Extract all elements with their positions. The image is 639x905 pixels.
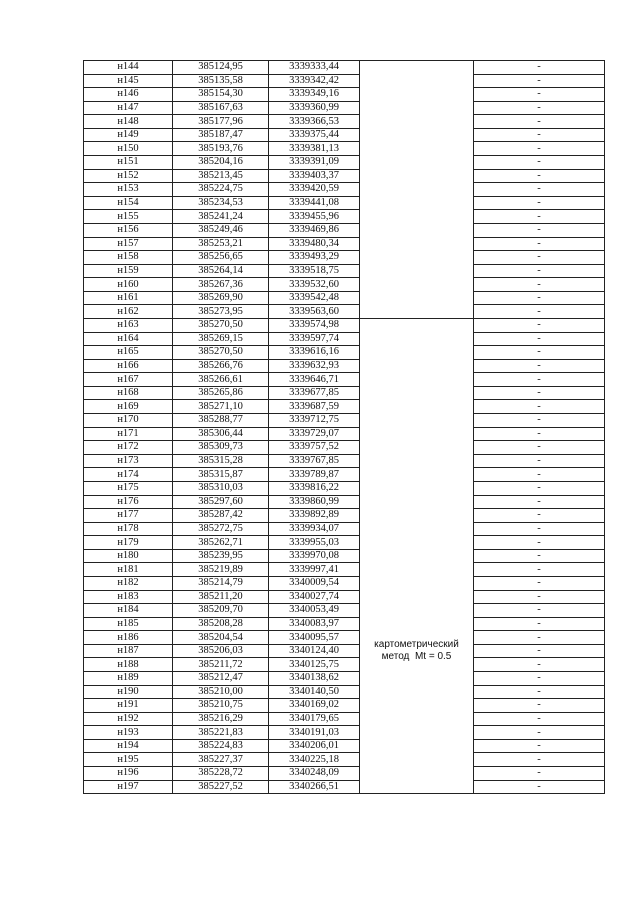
y-coordinate-cell: 3339403,37 bbox=[269, 169, 360, 183]
table-row bbox=[84, 251, 605, 265]
x-coordinate-cell: 385227,37 bbox=[173, 753, 269, 767]
method-label-line1: картометрический bbox=[374, 639, 459, 651]
y-coordinate-cell: 3340179,65 bbox=[269, 712, 360, 726]
value-cell: - bbox=[474, 427, 605, 441]
table-row bbox=[84, 400, 605, 414]
value-cell: - bbox=[474, 128, 605, 142]
coordinates-table bbox=[83, 60, 605, 794]
x-coordinate-cell: 385214,79 bbox=[173, 576, 269, 590]
x-coordinate-cell: 385187,47 bbox=[173, 128, 269, 142]
table-row bbox=[84, 576, 605, 590]
point-id-cell: н150 bbox=[84, 142, 173, 156]
x-coordinate-cell: 385210,75 bbox=[173, 699, 269, 713]
x-coordinate-cell: 385267,36 bbox=[173, 278, 269, 292]
value-cell: - bbox=[474, 305, 605, 319]
value-cell: - bbox=[474, 441, 605, 455]
point-id-cell: н176 bbox=[84, 495, 173, 509]
table-row bbox=[84, 210, 605, 224]
point-id-cell: н197 bbox=[84, 780, 173, 794]
table-row bbox=[84, 101, 605, 115]
point-id-cell: н171 bbox=[84, 427, 173, 441]
x-coordinate-cell: 385224,75 bbox=[173, 183, 269, 197]
y-coordinate-cell: 3339375,44 bbox=[269, 128, 360, 142]
x-coordinate-cell: 385272,75 bbox=[173, 522, 269, 536]
value-cell: - bbox=[474, 590, 605, 604]
point-id-cell: н170 bbox=[84, 414, 173, 428]
y-coordinate-cell: 3339360,99 bbox=[269, 101, 360, 115]
y-coordinate-cell: 3340206,01 bbox=[269, 739, 360, 753]
value-cell: - bbox=[474, 658, 605, 672]
point-id-cell: н172 bbox=[84, 441, 173, 455]
y-coordinate-cell: 3340138,62 bbox=[269, 672, 360, 686]
y-coordinate-cell: 3339616,16 bbox=[269, 346, 360, 360]
value-cell: - bbox=[474, 753, 605, 767]
y-coordinate-cell: 3339455,96 bbox=[269, 210, 360, 224]
value-cell: - bbox=[474, 264, 605, 278]
table-row bbox=[84, 441, 605, 455]
x-coordinate-cell: 385224,83 bbox=[173, 739, 269, 753]
y-coordinate-cell: 3339480,34 bbox=[269, 237, 360, 251]
x-coordinate-cell: 385297,60 bbox=[173, 495, 269, 509]
x-coordinate-cell: 385310,03 bbox=[173, 481, 269, 495]
table-row bbox=[84, 318, 605, 332]
table-row bbox=[84, 454, 605, 468]
x-coordinate-cell: 385256,65 bbox=[173, 251, 269, 265]
x-coordinate-cell: 385264,14 bbox=[173, 264, 269, 278]
value-cell: - bbox=[474, 346, 605, 360]
table-row bbox=[84, 617, 605, 631]
y-coordinate-cell: 3339646,71 bbox=[269, 373, 360, 387]
value-cell: - bbox=[474, 454, 605, 468]
point-id-cell: н161 bbox=[84, 291, 173, 305]
y-coordinate-cell: 3339597,74 bbox=[269, 332, 360, 346]
point-id-cell: н174 bbox=[84, 468, 173, 482]
point-id-cell: н187 bbox=[84, 644, 173, 658]
point-id-cell: н154 bbox=[84, 196, 173, 210]
table-row bbox=[84, 88, 605, 102]
point-id-cell: н169 bbox=[84, 400, 173, 414]
value-cell: - bbox=[474, 509, 605, 523]
table-row bbox=[84, 549, 605, 563]
value-cell: - bbox=[474, 101, 605, 115]
value-cell: - bbox=[474, 400, 605, 414]
point-id-cell: н175 bbox=[84, 481, 173, 495]
point-id-cell: н181 bbox=[84, 563, 173, 577]
table-row bbox=[84, 74, 605, 88]
table-row bbox=[84, 712, 605, 726]
x-coordinate-cell: 385288,77 bbox=[173, 414, 269, 428]
value-cell: - bbox=[474, 726, 605, 740]
point-id-cell: н195 bbox=[84, 753, 173, 767]
value-cell: - bbox=[474, 685, 605, 699]
table-row bbox=[84, 223, 605, 237]
y-coordinate-cell: 3340027,74 bbox=[269, 590, 360, 604]
x-coordinate-cell: 385249,46 bbox=[173, 223, 269, 237]
table-row bbox=[84, 495, 605, 509]
x-coordinate-cell: 385269,15 bbox=[173, 332, 269, 346]
point-id-cell: н178 bbox=[84, 522, 173, 536]
value-cell: - bbox=[474, 115, 605, 129]
point-id-cell: н183 bbox=[84, 590, 173, 604]
value-cell: - bbox=[474, 739, 605, 753]
point-id-cell: н153 bbox=[84, 183, 173, 197]
x-coordinate-cell: 385241,24 bbox=[173, 210, 269, 224]
y-coordinate-cell: 3339366,53 bbox=[269, 115, 360, 129]
point-id-cell: н167 bbox=[84, 373, 173, 387]
table-row bbox=[84, 142, 605, 156]
table-row bbox=[84, 278, 605, 292]
point-id-cell: н158 bbox=[84, 251, 173, 265]
value-cell: - bbox=[474, 278, 605, 292]
x-coordinate-cell: 385273,95 bbox=[173, 305, 269, 319]
value-cell: - bbox=[474, 61, 605, 75]
x-coordinate-cell: 385269,90 bbox=[173, 291, 269, 305]
value-cell: - bbox=[474, 672, 605, 686]
x-coordinate-cell: 385270,50 bbox=[173, 318, 269, 332]
value-cell: - bbox=[474, 196, 605, 210]
table-row bbox=[84, 631, 605, 645]
value-cell: - bbox=[474, 210, 605, 224]
point-id-cell: н152 bbox=[84, 169, 173, 183]
y-coordinate-cell: 3339333,44 bbox=[269, 61, 360, 75]
x-coordinate-cell: 385234,53 bbox=[173, 196, 269, 210]
table-row bbox=[84, 672, 605, 686]
point-id-cell: н147 bbox=[84, 101, 173, 115]
point-id-cell: н168 bbox=[84, 386, 173, 400]
x-coordinate-cell: 385315,87 bbox=[173, 468, 269, 482]
value-cell: - bbox=[474, 536, 605, 550]
point-id-cell: н151 bbox=[84, 156, 173, 170]
table-row bbox=[84, 414, 605, 428]
method-label-line2: метод Mt = 0.5 bbox=[381, 651, 452, 663]
x-coordinate-cell: 385209,70 bbox=[173, 604, 269, 618]
table-row bbox=[84, 522, 605, 536]
x-coordinate-cell: 385287,42 bbox=[173, 509, 269, 523]
point-id-cell: н185 bbox=[84, 617, 173, 631]
table-row bbox=[84, 373, 605, 387]
x-coordinate-cell: 385204,54 bbox=[173, 631, 269, 645]
x-coordinate-cell: 385211,20 bbox=[173, 590, 269, 604]
point-id-cell: н180 bbox=[84, 549, 173, 563]
y-coordinate-cell: 3339342,42 bbox=[269, 74, 360, 88]
point-id-cell: н196 bbox=[84, 767, 173, 781]
value-cell: - bbox=[474, 223, 605, 237]
table-row bbox=[84, 427, 605, 441]
x-coordinate-cell: 385270,50 bbox=[173, 346, 269, 360]
point-id-cell: н149 bbox=[84, 128, 173, 142]
value-cell: - bbox=[474, 142, 605, 156]
point-id-cell: н194 bbox=[84, 739, 173, 753]
y-coordinate-cell: 3340095,57 bbox=[269, 631, 360, 645]
table-row bbox=[84, 291, 605, 305]
y-coordinate-cell: 3340169,02 bbox=[269, 699, 360, 713]
point-id-cell: н190 bbox=[84, 685, 173, 699]
value-cell: - bbox=[474, 522, 605, 536]
method-cell bbox=[360, 318, 474, 793]
point-id-cell: н173 bbox=[84, 454, 173, 468]
y-coordinate-cell: 3340248,09 bbox=[269, 767, 360, 781]
value-cell: - bbox=[474, 88, 605, 102]
y-coordinate-cell: 3339441,08 bbox=[269, 196, 360, 210]
point-id-cell: н144 bbox=[84, 61, 173, 75]
point-id-cell: н182 bbox=[84, 576, 173, 590]
x-coordinate-cell: 385306,44 bbox=[173, 427, 269, 441]
x-coordinate-cell: 385266,76 bbox=[173, 359, 269, 373]
table-row bbox=[84, 386, 605, 400]
y-coordinate-cell: 3339955,03 bbox=[269, 536, 360, 550]
x-coordinate-cell: 385227,52 bbox=[173, 780, 269, 794]
point-id-cell: н164 bbox=[84, 332, 173, 346]
x-coordinate-cell: 385228,72 bbox=[173, 767, 269, 781]
point-id-cell: н192 bbox=[84, 712, 173, 726]
table-row bbox=[84, 128, 605, 142]
x-coordinate-cell: 385177,96 bbox=[173, 115, 269, 129]
y-coordinate-cell: 3340266,51 bbox=[269, 780, 360, 794]
y-coordinate-cell: 3339349,16 bbox=[269, 88, 360, 102]
coordinates-table-body bbox=[84, 61, 605, 794]
table-row bbox=[84, 739, 605, 753]
y-coordinate-cell: 3339860,99 bbox=[269, 495, 360, 509]
table-row bbox=[84, 346, 605, 360]
value-cell: - bbox=[474, 318, 605, 332]
point-id-cell: н159 bbox=[84, 264, 173, 278]
x-coordinate-cell: 385262,71 bbox=[173, 536, 269, 550]
table-row bbox=[84, 509, 605, 523]
y-coordinate-cell: 3339563,60 bbox=[269, 305, 360, 319]
value-cell: - bbox=[474, 549, 605, 563]
x-coordinate-cell: 385208,28 bbox=[173, 617, 269, 631]
y-coordinate-cell: 3340191,03 bbox=[269, 726, 360, 740]
table-row bbox=[84, 305, 605, 319]
y-coordinate-cell: 3339934,07 bbox=[269, 522, 360, 536]
table-row bbox=[84, 644, 605, 658]
point-id-cell: н157 bbox=[84, 237, 173, 251]
y-coordinate-cell: 3340125,75 bbox=[269, 658, 360, 672]
table-row bbox=[84, 685, 605, 699]
point-id-cell: н179 bbox=[84, 536, 173, 550]
x-coordinate-cell: 385206,03 bbox=[173, 644, 269, 658]
table-row bbox=[84, 726, 605, 740]
point-id-cell: н146 bbox=[84, 88, 173, 102]
x-coordinate-cell: 385221,83 bbox=[173, 726, 269, 740]
point-id-cell: н177 bbox=[84, 509, 173, 523]
point-id-cell: н145 bbox=[84, 74, 173, 88]
table-row bbox=[84, 563, 605, 577]
table-row bbox=[84, 61, 605, 75]
point-id-cell: н163 bbox=[84, 318, 173, 332]
y-coordinate-cell: 3339767,85 bbox=[269, 454, 360, 468]
value-cell: - bbox=[474, 237, 605, 251]
y-coordinate-cell: 3339892,89 bbox=[269, 509, 360, 523]
x-coordinate-cell: 385219,89 bbox=[173, 563, 269, 577]
table-row bbox=[84, 604, 605, 618]
table-row bbox=[84, 264, 605, 278]
y-coordinate-cell: 3339687,59 bbox=[269, 400, 360, 414]
table-row bbox=[84, 767, 605, 781]
point-id-cell: н189 bbox=[84, 672, 173, 686]
value-cell: - bbox=[474, 414, 605, 428]
point-id-cell: н186 bbox=[84, 631, 173, 645]
table-row bbox=[84, 590, 605, 604]
y-coordinate-cell: 3339532,60 bbox=[269, 278, 360, 292]
point-id-cell: н162 bbox=[84, 305, 173, 319]
value-cell: - bbox=[474, 576, 605, 590]
y-coordinate-cell: 3339677,85 bbox=[269, 386, 360, 400]
value-cell: - bbox=[474, 767, 605, 781]
x-coordinate-cell: 385216,29 bbox=[173, 712, 269, 726]
value-cell: - bbox=[474, 780, 605, 794]
value-cell: - bbox=[474, 481, 605, 495]
table-row bbox=[84, 699, 605, 713]
x-coordinate-cell: 385309,73 bbox=[173, 441, 269, 455]
y-coordinate-cell: 3339816,22 bbox=[269, 481, 360, 495]
x-coordinate-cell: 385212,47 bbox=[173, 672, 269, 686]
y-coordinate-cell: 3339997,41 bbox=[269, 563, 360, 577]
table-row bbox=[84, 468, 605, 482]
y-coordinate-cell: 3340083,97 bbox=[269, 617, 360, 631]
table-row bbox=[84, 115, 605, 129]
value-cell: - bbox=[474, 604, 605, 618]
y-coordinate-cell: 3340124,40 bbox=[269, 644, 360, 658]
table-row bbox=[84, 536, 605, 550]
point-id-cell: н193 bbox=[84, 726, 173, 740]
y-coordinate-cell: 3340009,54 bbox=[269, 576, 360, 590]
value-cell: - bbox=[474, 74, 605, 88]
point-id-cell: н156 bbox=[84, 223, 173, 237]
x-coordinate-cell: 385213,45 bbox=[173, 169, 269, 183]
y-coordinate-cell: 3339632,93 bbox=[269, 359, 360, 373]
point-id-cell: н155 bbox=[84, 210, 173, 224]
x-coordinate-cell: 385204,16 bbox=[173, 156, 269, 170]
value-cell: - bbox=[474, 359, 605, 373]
x-coordinate-cell: 385266,61 bbox=[173, 373, 269, 387]
table-row bbox=[84, 359, 605, 373]
y-coordinate-cell: 3339712,75 bbox=[269, 414, 360, 428]
x-coordinate-cell: 385239,95 bbox=[173, 549, 269, 563]
method-cell-upper bbox=[360, 61, 474, 319]
y-coordinate-cell: 3340053,49 bbox=[269, 604, 360, 618]
x-coordinate-cell: 385167,63 bbox=[173, 101, 269, 115]
x-coordinate-cell: 385271,10 bbox=[173, 400, 269, 414]
y-coordinate-cell: 3339381,13 bbox=[269, 142, 360, 156]
y-coordinate-cell: 3339493,29 bbox=[269, 251, 360, 265]
point-id-cell: н184 bbox=[84, 604, 173, 618]
value-cell: - bbox=[474, 169, 605, 183]
value-cell: - bbox=[474, 468, 605, 482]
table-row bbox=[84, 156, 605, 170]
y-coordinate-cell: 3339729,07 bbox=[269, 427, 360, 441]
value-cell: - bbox=[474, 631, 605, 645]
y-coordinate-cell: 3339970,08 bbox=[269, 549, 360, 563]
x-coordinate-cell: 385135,58 bbox=[173, 74, 269, 88]
value-cell: - bbox=[474, 699, 605, 713]
value-cell: - bbox=[474, 386, 605, 400]
table-row bbox=[84, 658, 605, 672]
y-coordinate-cell: 3339574,98 bbox=[269, 318, 360, 332]
point-id-cell: н166 bbox=[84, 359, 173, 373]
table-row bbox=[84, 481, 605, 495]
value-cell: - bbox=[474, 183, 605, 197]
y-coordinate-cell: 3340225,18 bbox=[269, 753, 360, 767]
value-cell: - bbox=[474, 712, 605, 726]
x-coordinate-cell: 385154,30 bbox=[173, 88, 269, 102]
value-cell: - bbox=[474, 617, 605, 631]
value-cell: - bbox=[474, 156, 605, 170]
x-coordinate-cell: 385210,00 bbox=[173, 685, 269, 699]
table-row bbox=[84, 780, 605, 794]
point-id-cell: н165 bbox=[84, 346, 173, 360]
y-coordinate-cell: 3340140,50 bbox=[269, 685, 360, 699]
point-id-cell: н160 bbox=[84, 278, 173, 292]
value-cell: - bbox=[474, 644, 605, 658]
x-coordinate-cell: 385315,28 bbox=[173, 454, 269, 468]
y-coordinate-cell: 3339789,87 bbox=[269, 468, 360, 482]
table-row bbox=[84, 196, 605, 210]
table-row bbox=[84, 237, 605, 251]
x-coordinate-cell: 385193,76 bbox=[173, 142, 269, 156]
y-coordinate-cell: 3339542,48 bbox=[269, 291, 360, 305]
table-row bbox=[84, 183, 605, 197]
value-cell: - bbox=[474, 291, 605, 305]
y-coordinate-cell: 3339391,09 bbox=[269, 156, 360, 170]
y-coordinate-cell: 3339469,86 bbox=[269, 223, 360, 237]
x-coordinate-cell: 385253,21 bbox=[173, 237, 269, 251]
x-coordinate-cell: 385265,86 bbox=[173, 386, 269, 400]
value-cell: - bbox=[474, 495, 605, 509]
table-row bbox=[84, 753, 605, 767]
value-cell: - bbox=[474, 332, 605, 346]
x-coordinate-cell: 385211,72 bbox=[173, 658, 269, 672]
value-cell: - bbox=[474, 563, 605, 577]
point-id-cell: н188 bbox=[84, 658, 173, 672]
x-coordinate-cell: 385124,95 bbox=[173, 61, 269, 75]
y-coordinate-cell: 3339420,59 bbox=[269, 183, 360, 197]
table-row bbox=[84, 169, 605, 183]
point-id-cell: н148 bbox=[84, 115, 173, 129]
table-row bbox=[84, 332, 605, 346]
y-coordinate-cell: 3339518,75 bbox=[269, 264, 360, 278]
value-cell: - bbox=[474, 373, 605, 387]
point-id-cell: н191 bbox=[84, 699, 173, 713]
y-coordinate-cell: 3339757,52 bbox=[269, 441, 360, 455]
value-cell: - bbox=[474, 251, 605, 265]
